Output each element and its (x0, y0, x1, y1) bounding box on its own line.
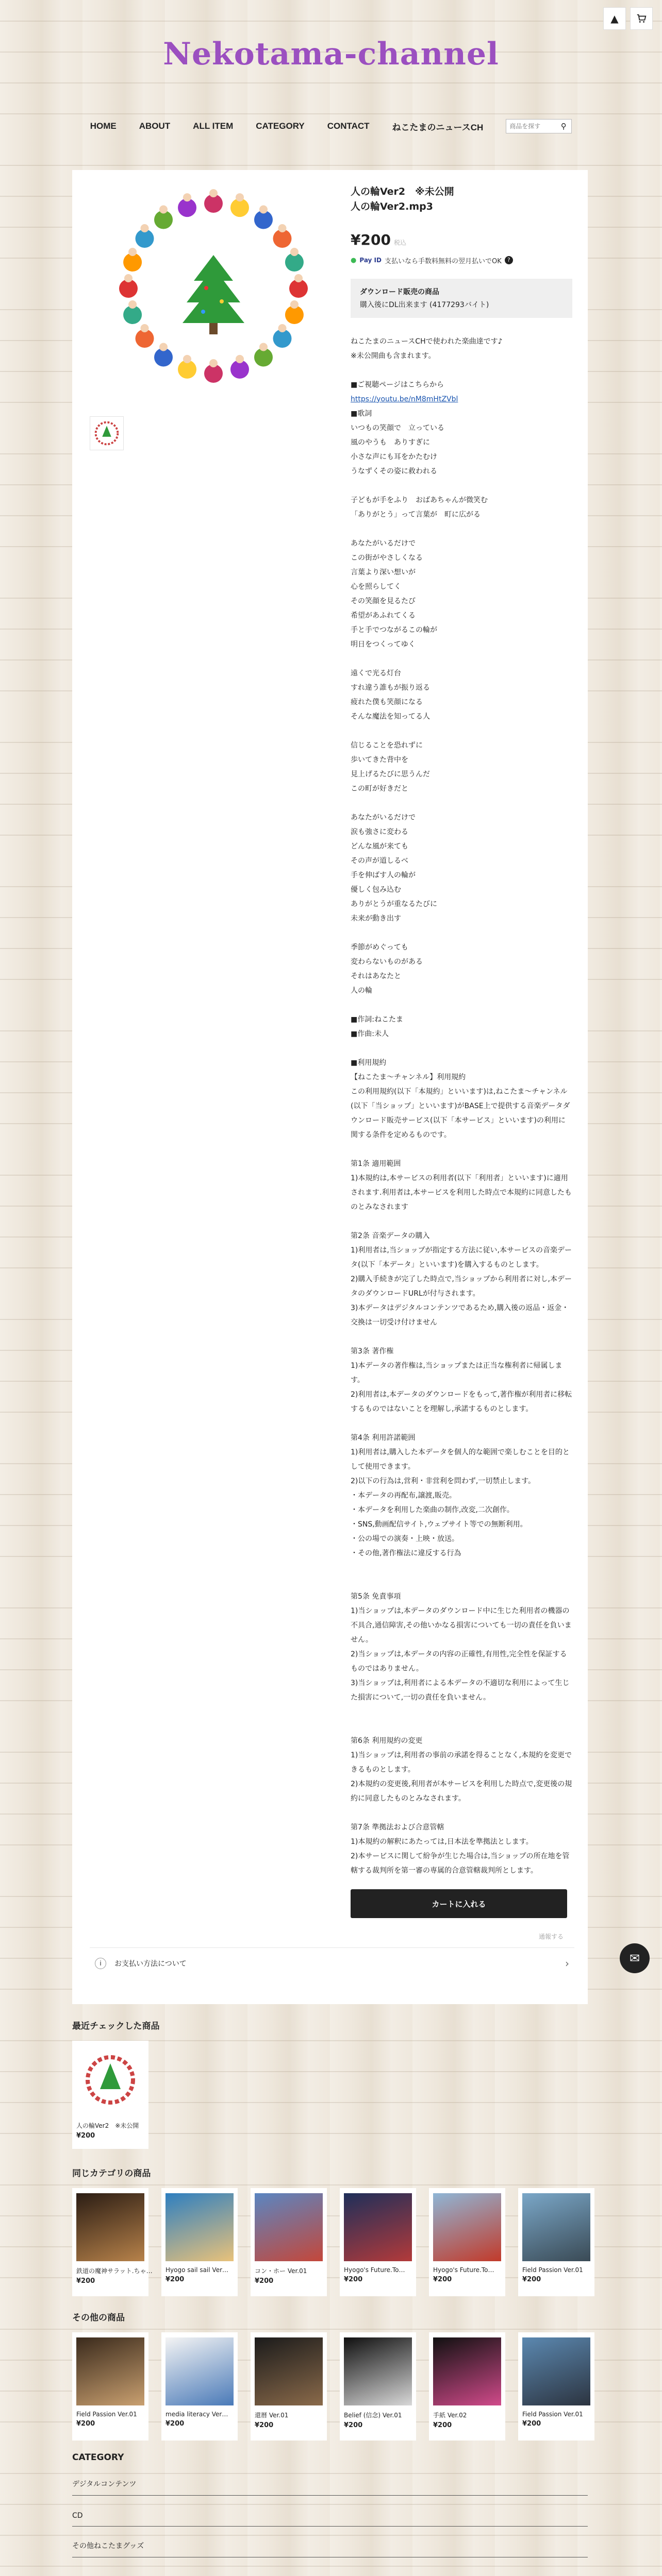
nav-about[interactable]: ABOUT (139, 121, 171, 131)
item-image (76, 2046, 144, 2114)
item-name: 鉄道の魔神サラット.ちゃ… (76, 2267, 153, 2275)
same_category-item[interactable] (429, 2188, 505, 2296)
item-name: Field Passion Ver.01 (76, 2411, 137, 2418)
product-title-line1: 人の輪Ver2 ※未公開 (351, 186, 454, 197)
search-input[interactable] (506, 120, 556, 133)
chat-icon: ✉ (629, 1951, 640, 1965)
item-name: Field Passion Ver.01 (522, 2411, 583, 2418)
payment-method-row[interactable] (90, 1947, 574, 1978)
tax-label: 税込 (393, 239, 406, 246)
payment-method-label: お支払い方法について (114, 1959, 187, 1968)
ring-figure-head (141, 324, 149, 332)
product-info (351, 184, 572, 1878)
person-icon: ▲ (610, 12, 619, 25)
ring-figure-head (128, 300, 137, 309)
item-price: ¥200 (76, 2132, 95, 2140)
nav-category[interactable]: CATEGORY (256, 121, 305, 131)
search-box (506, 119, 572, 133)
same_category-item[interactable] (340, 2188, 416, 2296)
global-nav (0, 108, 662, 144)
nav-home[interactable]: HOME (90, 121, 117, 131)
site-logo[interactable]: Nekotama-channel (163, 36, 499, 72)
download-info-box (351, 279, 572, 318)
pay-note-text: 支払いなら手数料無料の翌月払いでOK (384, 257, 502, 265)
ring-figure-head (183, 355, 191, 363)
ring-figure-head (259, 206, 268, 214)
ring-figure-head (159, 206, 168, 214)
ring-figure-head (278, 224, 286, 232)
ring-figure-head (290, 248, 299, 256)
desc-body: ■歌詞 いつもの笑顔で 立っている 風のやうも ありすぎに 小さな声にも耳をかたむけ うなずくその姿に救われる 子どもが手をふり おばあちゃんが微笑む 「ありがとう」って言葉が 町に広がる あなたがいるだけで この街がやさしくなる 言葉より深い想いが 心を照らしてく その笑顔を見るたび 希望があふれてくる 手と手でつながるこの輪が 明日をつくってゆく 遠くで光る灯台 すれ違う誰もが振り返る 疲れた僕も笑顔になる そんな魔法を知ってる人 信じることを恐れずに 歩いてきた背中を 見上げるたびに思うんだ この町が好きだと あなたがいるだけで 涙も強さに変わる どんな風が来ても その声が道しるべ 手を伸ばす人の輪が 優しく包み込む ありがとうが重なるたびに 未来が動き出す 季節がめぐっても 変わらないものがある それはあなたと 人の輪 ■作詞:ねこたま ■作曲:未人 ■利用規約 【ねこたま～チャンネル】利用規約 この利用規約(以下「本規約」といいます)は,ねこたま～チャンネル(以下「当ショップ」といいます)がBASE上で提供する音楽データダウンロード販売サービス(以下「本サービス」といいます)の利用に関する条件を定めるものです。 第1条 適用範囲 1)本規約は,本サービスの利用者(以下「利用者」といいます)に適用されます.利用者は,本サービスを利用した時点で本規約に同意したものとみなされます 第2条 音楽データの購入 1)利用者は,当ショップが指定する方法に従い,本サービスの音楽データ(以下「本データ」といいます)を購入するものとします。 2)購入手続きが完了した時点で,当ショップから利用者に対し,本データのダウンロードURLが付与されます。 3)本データはデジタルコンテンツであるため,購入後の返品・返金・交換は一切受け付けません 第3条 著作権 1)本データの著作権は,当ショップまたは正当な権利者に帰属します。 2)利用者は,本データのダウンロードをもって,著作権が利用者に移転するものではないことを理解し,承諾するものとします。 第4条 利用許諾範囲 1)利用者は,購入した本データを個人的な範囲で楽しむことを目的として使用できます。 2)以下の行為は,営利・非営利を問わず,一切禁止します。 ・本データの再配布,譲渡,販売。 ・本データを利用した楽曲の制作,改変,二次創作。 ・SNS,動画配信サイト,ウェブサイト等での無断利用。 ・公の場での演奏・上映・放送。 ・その他,著作権法に違反する行為 第5条 免責事項 1)当ショップは,本データのダウンロード中に生じた利用者の機器の不具合,通信障害,その他いかなる損害についても一切の責任を負いません。 2)当ショップは,本データの内容の正確性,有用性,完全性を保証するものではありません。 3)当ショップは,利用者による本データの不適切な利用によって生じた損害について,一切の責任を負いません。 第6条 利用規約の変更 1)当ショップは,利用者の事前の承諾を得ることなく,本規約を変更できるものとします。 2)本規約の変更後,利用者が本サービスを利用した時点で,変更後の規約に同意したものとみなされます。 第7条 準拠法および合意管轄 1)本規約の解釈にあたっては,日本法を準拠法とします。 2)本サービスに関して紛争が生じた場合は,当ショップの所在地を管轄する裁判所を第一審の専属的合意管轄裁判所とします。 (351, 409, 572, 1875)
product-title (351, 184, 572, 215)
account-button[interactable] (603, 7, 626, 30)
same-category-section (72, 2166, 588, 2296)
item-name: 人の輪Ver2 ※未公開 (76, 2122, 139, 2129)
item-price: ¥200 (344, 2421, 363, 2429)
item-name: コン・ホー Ver.01 (255, 2267, 307, 2275)
item-image (344, 2337, 412, 2405)
item-name: media literacy Ver… (166, 2411, 228, 2418)
nav-all-item[interactable]: ALL ITEM (193, 121, 234, 131)
item-price: ¥200 (433, 2276, 452, 2283)
category-item-digital[interactable]: デジタルコンテンツ (72, 2465, 588, 2496)
item-image (344, 2193, 412, 2261)
item-image (433, 2193, 501, 2261)
search-icon[interactable]: ⚲ (560, 122, 567, 131)
category-list (72, 2452, 588, 2557)
item-image (166, 2337, 234, 2405)
item-image (255, 2193, 323, 2261)
desc-intro: ねこたまのニュースCHで使われた楽曲達です♪ ※未公開曲も含まれます。 ■ご視聴ページはこちらから (351, 337, 503, 389)
download-heading: ダウンロード販売の商品 (360, 287, 439, 296)
pay-brand: Pay ID (359, 257, 382, 264)
item-name: Hyogo's Future.To… (433, 2266, 494, 2274)
others-item[interactable] (72, 2332, 148, 2441)
ring-figure-head (183, 193, 191, 201)
ring-figure-head (141, 224, 149, 232)
item-price: ¥200 (344, 2276, 363, 2283)
download-note: 購入後にDL出来ます (4177293バイト) (360, 301, 489, 310)
info-icon: i (95, 1958, 106, 1969)
item-image (76, 2337, 144, 2405)
ring-figure-head (159, 343, 168, 351)
product-price (351, 231, 572, 248)
others-item[interactable] (429, 2332, 505, 2441)
item-price: ¥200 (433, 2421, 452, 2429)
ring-figure-head (128, 248, 137, 256)
item-price: ¥200 (76, 2420, 95, 2428)
same_category-item[interactable] (72, 2188, 153, 2296)
others-item[interactable] (251, 2332, 327, 2441)
cart-icon (636, 13, 647, 24)
item-price: ¥200 (522, 2420, 541, 2428)
product-description (351, 334, 572, 1878)
item-name: Hyogo sail sail Ver… (166, 2266, 229, 2274)
item-price: ¥200 (166, 2276, 185, 2283)
item-name: 手紙 Ver.02 (433, 2412, 467, 2419)
nav-news-ch[interactable]: ねこたまのニュースCH (392, 122, 484, 132)
others-item[interactable] (518, 2332, 594, 2441)
others-section (72, 2310, 588, 2441)
header-icons (603, 7, 653, 30)
ring-figure-head (209, 359, 218, 367)
price-value: ¥200 (351, 231, 391, 248)
chevron-right-icon: › (565, 1957, 569, 1970)
ring-figure-head (236, 193, 244, 201)
category-item-goods[interactable]: その他ねこたまグッズ (72, 2527, 588, 2557)
item-image (166, 2193, 234, 2261)
report-link[interactable]: 通報する (539, 1933, 564, 1940)
item-name: Field Passion Ver.01 (522, 2266, 583, 2274)
same_category-item[interactable] (161, 2188, 238, 2296)
recent-item[interactable] (72, 2041, 148, 2149)
item-price: ¥200 (255, 2421, 274, 2429)
product-thumbnail[interactable] (90, 416, 124, 450)
same_category-item[interactable] (251, 2188, 327, 2296)
recent-section (72, 2019, 588, 2149)
product-card (72, 170, 588, 2004)
pay-id-icon: ● (351, 256, 357, 264)
others-title: その他の商品 (72, 2313, 125, 2323)
item-price: ¥200 (255, 2277, 274, 2285)
category-item-cd[interactable]: CD (72, 2496, 588, 2527)
others-item[interactable] (161, 2332, 238, 2441)
same-category-title: 同じカテゴリの商品 (72, 2168, 151, 2179)
youtube-link[interactable]: https://youtu.be/nM8mHtZVbl (351, 395, 458, 403)
ring-figure-head (209, 189, 218, 197)
ring-figure-head (278, 324, 286, 332)
product-title-line2: 人の輪Ver2.mp3 (351, 201, 433, 213)
category-title: CATEGORY (72, 2452, 124, 2463)
site-header (0, 0, 662, 108)
ring-figure-head (290, 300, 299, 309)
ring-figure-head (259, 343, 268, 351)
item-price: ¥200 (76, 2277, 95, 2285)
item-price: ¥200 (166, 2420, 185, 2428)
product-gallery (90, 180, 342, 452)
chat-button[interactable] (620, 1943, 650, 1973)
item-image (433, 2337, 501, 2405)
item-image (76, 2193, 144, 2261)
others-item[interactable] (340, 2332, 416, 2441)
item-name: 還暦 Ver.01 (255, 2412, 289, 2419)
same_category-item[interactable] (518, 2188, 594, 2296)
product-main-image[interactable] (105, 180, 322, 397)
item-name: Belief (信念) Ver.01 (344, 2412, 402, 2419)
ring-figure-head (236, 355, 244, 363)
ring-figure-head (294, 274, 303, 282)
add-to-cart-button[interactable]: カートに入れる (351, 1889, 567, 1918)
help-icon[interactable]: ? (505, 256, 513, 264)
cart-button[interactable] (630, 7, 653, 30)
item-image (255, 2337, 323, 2405)
ring-figure-head (124, 274, 133, 282)
recent-title: 最近チェックした商品 (72, 2021, 160, 2031)
item-image (522, 2337, 590, 2405)
item-name: Hyogo's Future.To… (344, 2266, 405, 2274)
nav-contact[interactable]: CONTACT (327, 121, 370, 131)
pay-id-note (351, 256, 572, 265)
item-price: ¥200 (522, 2276, 541, 2283)
item-image (522, 2193, 590, 2261)
